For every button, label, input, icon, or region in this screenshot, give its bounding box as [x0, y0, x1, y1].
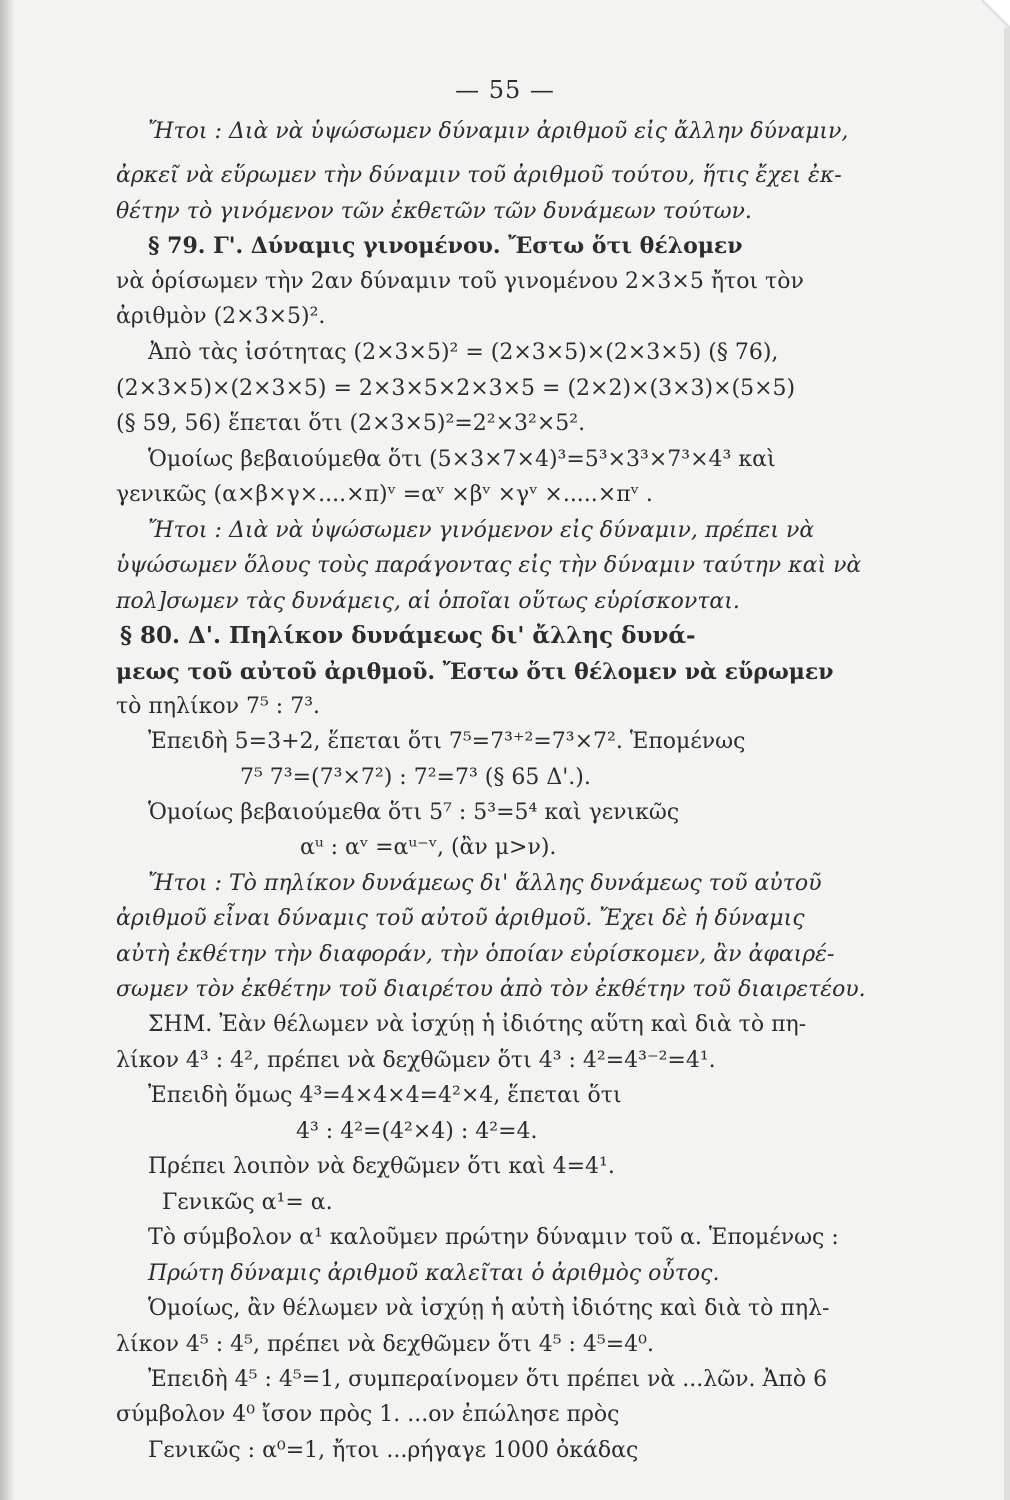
text-line: Ὁμοίως βεβαιούμεθα ὅτι 5⁷ : 5³=5⁴ καὶ γενικῶς: [148, 800, 680, 825]
page-corner: [982, 0, 1010, 28]
text-line: νὰ ὁρίσωμεν τὴν 2αν δύναμιν τοῦ γινομένου 2×3×5 ἤτοι τὸν: [116, 269, 804, 294]
text-line: Ὁμοίως βεβαιούμεθα ὅτι (5×3×7×4)³=5³×3³×7³×4³ καὶ: [148, 447, 776, 472]
text-line: ἀριθμὸν (2×3×5)².: [116, 304, 326, 329]
formula-line: αᵘ : αᵛ =αᵘ⁻ᵛ, (ἂν μ>ν).: [300, 835, 557, 860]
text-line: Ἤτοι : Διὰ νὰ ὑψώσωμεν γινόμενον εἰς δύναμιν, πρέπει νὰ: [148, 518, 815, 543]
text-line: Τὸ σύμβολον α¹ καλοῦμεν πρώτην δύναμιν τοῦ α. Ἑπομένως :: [148, 1225, 839, 1250]
text-line: Ἐπειδὴ 5=3+2, ἕπεται ὅτι 7⁵=7³⁺²=7³×7². Ἑπομένως: [148, 729, 746, 754]
page-edge: [1004, 0, 1010, 1500]
text-line: (2×3×5)×(2×3×5) = 2×3×5×2×3×5 = (2×2)×(3×3)×(5×5): [116, 376, 796, 401]
text-line: Ἀπὸ τὰς ἰσότητας (2×3×5)² = (2×3×5)×(2×3×5) (§ 76),: [148, 340, 779, 365]
text-line: λίκον 4³ : 4², πρέπει νὰ δεχθῶμεν ὅτι 4³ : 4²=4³⁻²=4¹.: [116, 1048, 716, 1073]
text-line: σωμεν τὸν ἐκθέτην τοῦ διαιρέτου ἀπὸ τὸν ἐκθέτην τοῦ διαιρετέου.: [116, 977, 866, 1002]
page-number: — 55 —: [455, 76, 555, 104]
text-line: Ἐπειδὴ ὅμως 4³=4×4×4=4²×4, ἕπεται ὅτι: [148, 1083, 622, 1108]
text-line: θέτην τὸ γινόμενον τῶν ἐκθετῶν τῶν δυνάμεων τούτων.: [116, 199, 752, 224]
text-line: Ἤτοι : Τὸ πηλίκον δυνάμεως δι' ἄλλης δυνάμεως τοῦ αὐτοῦ: [148, 871, 822, 896]
text-line: αὐτὴ ἐκθέτην τὴν διαφοράν, τὴν ὁποίαν εὑρίσκομεν, ἂν ἀφαιρέ-: [116, 942, 835, 967]
section-heading: § 80. Δ'. Πηλίκον δυνάμεως δι' ἄλλης δυνά-: [120, 622, 696, 649]
text-line: (§ 59, 56) ἕπεται ὅτι (2×3×5)²=2²×3²×5².: [116, 411, 586, 436]
text-line: Πρέπει λοιπὸν νὰ δεχθῶμεν ὅτι καὶ 4=4¹.: [148, 1154, 615, 1179]
text-line: ὑψώσωμεν ὅλους τοὺς παράγοντας εἰς τὴν δύναμιν ταύτην καὶ νὰ: [116, 553, 862, 578]
text-line: ἀρκεῖ νὰ εὕρωμεν τὴν δύναμιν τοῦ ἀριθμοῦ τούτου, ἥτις ἔχει ἐκ-: [116, 163, 842, 188]
text-line: ἀριθμοῦ εἶναι δύναμις τοῦ αὐτοῦ ἀριθμοῦ. Ἔχει δὲ ἡ δύναμις: [116, 906, 805, 931]
text-line: Ὁμοίως, ἂν θέλωμεν νὰ ἰσχύῃ ἡ αὐτὴ ἰδιότης καὶ διὰ τὸ πηλ-: [148, 1296, 830, 1321]
text-line: λίκον 4⁵ : 4⁵, πρέπει νὰ δεχθῶμεν ὅτι 4⁵ : 4⁵=4⁰.: [116, 1332, 654, 1357]
formula-line: 4³ : 4²=(4²×4) : 4²=4.: [296, 1119, 538, 1144]
section-heading: § 79. Γ'. Δύναμις γινομένου. Ἔστω ὅτι θέλομεν: [148, 233, 743, 259]
text-line: Πρώτη δύναμις ἀριθμοῦ καλεῖται ὁ ἀριθμὸς οὗτος.: [148, 1261, 720, 1286]
text-line: γενικῶς (α×β×γ×....×π)ᵛ =αᵛ ×βᵛ ×γᵛ ×.....×πᵛ .: [116, 482, 653, 507]
text-line: πολ]σωμεν τὰς δυνάμεις, αἱ ὁποῖαι οὕτως εὑρίσκονται.: [116, 589, 740, 614]
text-line: τὸ πηλίκον 7⁵ : 7³.: [116, 694, 321, 719]
text-line: Ἤτοι : Διὰ νὰ ὑψώσωμεν δύναμιν ἀριθμοῦ εἰς ἄλλην δύναμιν,: [148, 119, 849, 144]
section-heading-cont: μεως τοῦ αὐτοῦ ἀριθμοῦ. Ἔστω ὅτι θέλομεν νὰ εὕρωμεν: [116, 659, 834, 685]
text-line: σύμβολον 4⁰ ἴσον πρὸς 1. ...ον ἐπώλησε πρὸς: [116, 1402, 620, 1427]
formula-line: 7⁵ 7³=(7³×7²) : 7²=7³ (§ 65 Δ'.).: [240, 765, 591, 790]
formula-line: Γενικῶς α¹= α.: [162, 1190, 333, 1215]
text-line: Γενικῶς : α⁰=1, ἤτοι ...ρήγαγε 1000 ὀκάδας: [148, 1438, 639, 1463]
text-line: Ἐπειδὴ 4⁵ : 4⁵=1, συμπεραίνομεν ὅτι πρέπει νὰ ...λῶν. Ἀπὸ 6: [148, 1367, 828, 1392]
text-line: ΣΗΜ. Ἐὰν θέλωμεν νὰ ἰσχύῃ ἡ ἰδιότης αὕτη καὶ διὰ τὸ πη-: [148, 1012, 807, 1037]
binding-shadow: [0, 0, 14, 1500]
